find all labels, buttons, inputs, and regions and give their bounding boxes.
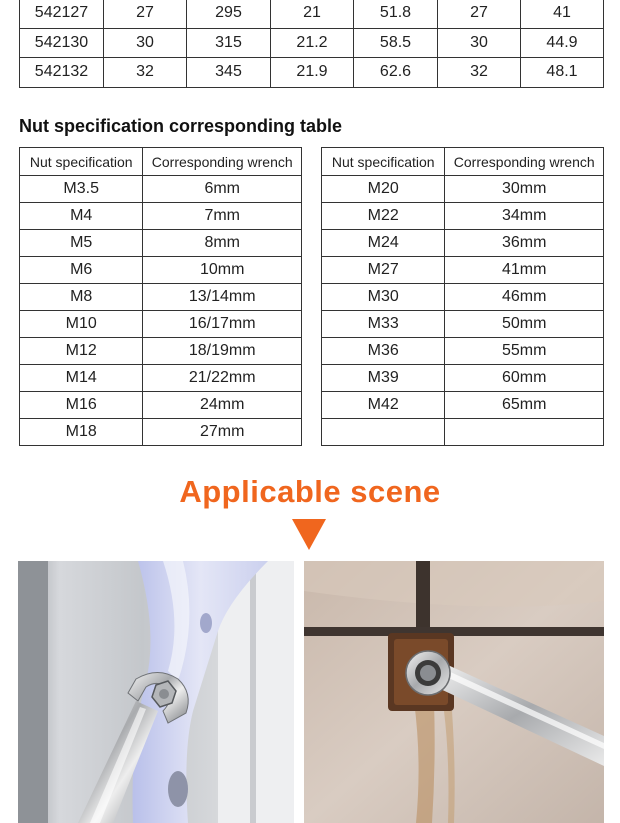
wrench-size-cell: 21/22mm xyxy=(143,365,302,392)
wrench-spec-table xyxy=(19,0,604,88)
table-cell: 27 xyxy=(438,0,521,28)
nut-size-cell: M14 xyxy=(20,365,143,392)
nut-size-cell: M27 xyxy=(322,257,445,284)
wrench-size-cell: 7mm xyxy=(143,203,302,230)
table-row xyxy=(20,0,604,28)
nut-size-cell: M18 xyxy=(20,419,143,446)
wrench-size-cell: 10mm xyxy=(143,257,302,284)
table-cell: 542127 xyxy=(20,0,104,28)
nut-table-title: Nut specification corresponding table xyxy=(19,116,343,136)
nut-size-cell: M6 xyxy=(20,257,143,284)
wrench-size-cell: 36mm xyxy=(445,230,604,257)
nut-size-cell: M30 xyxy=(322,284,445,311)
wrench-size-cell xyxy=(445,419,604,446)
table-row xyxy=(322,176,604,203)
table-row xyxy=(322,419,604,446)
table-row xyxy=(322,365,604,392)
wrench-on-bracket-photo xyxy=(18,561,294,823)
table-row xyxy=(20,230,302,257)
nut-size-cell xyxy=(322,419,445,446)
table-row xyxy=(322,392,604,419)
column-header: Nut specification xyxy=(20,148,143,176)
table-row xyxy=(322,230,604,257)
table-header-row xyxy=(322,148,604,176)
nut-size-cell: M20 xyxy=(322,176,445,203)
wrench-on-rusty-bolt-photo xyxy=(304,561,604,823)
table-row xyxy=(20,176,302,203)
nut-size-cell: M36 xyxy=(322,338,445,365)
nut-size-cell: M3.5 xyxy=(20,176,143,203)
down-triangle-icon xyxy=(292,519,326,550)
wrench-size-cell: 18/19mm xyxy=(143,338,302,365)
column-header: Corresponding wrench xyxy=(445,148,604,176)
nut-size-cell: M42 xyxy=(322,392,445,419)
table-row xyxy=(322,203,604,230)
table-row xyxy=(322,284,604,311)
nut-table-right xyxy=(321,147,604,446)
wrench-size-cell: 46mm xyxy=(445,284,604,311)
nut-table-left xyxy=(19,147,302,446)
nut-size-cell: M16 xyxy=(20,392,143,419)
wrench-size-cell: 65mm xyxy=(445,392,604,419)
nut-size-cell: M5 xyxy=(20,230,143,257)
table-cell: 27 xyxy=(104,0,187,28)
wrench-size-cell: 8mm xyxy=(143,230,302,257)
table-cell: 21.9 xyxy=(271,58,354,88)
table-row xyxy=(322,257,604,284)
nut-size-cell: M8 xyxy=(20,284,143,311)
applicable-scene-heading: Applicable scene xyxy=(179,474,441,509)
table-cell: 542132 xyxy=(20,58,104,88)
wrench-size-cell: 6mm xyxy=(143,176,302,203)
wrench-size-cell: 27mm xyxy=(143,419,302,446)
table-cell: 44.9 xyxy=(521,28,604,58)
table-cell: 41 xyxy=(521,0,604,28)
table-cell: 51.8 xyxy=(354,0,438,28)
table-cell: 315 xyxy=(187,28,271,58)
table-row xyxy=(20,419,302,446)
table-cell: 295 xyxy=(187,0,271,28)
table-cell: 30 xyxy=(438,28,521,58)
table-cell: 345 xyxy=(187,58,271,88)
wrench-size-cell: 50mm xyxy=(445,311,604,338)
table-cell: 542130 xyxy=(20,28,104,58)
table-row xyxy=(20,338,302,365)
nut-size-cell: M24 xyxy=(322,230,445,257)
table-cell: 32 xyxy=(438,58,521,88)
table-row xyxy=(322,338,604,365)
table-row xyxy=(20,28,604,58)
nut-size-cell: M12 xyxy=(20,338,143,365)
table-row xyxy=(20,203,302,230)
table-cell: 48.1 xyxy=(521,58,604,88)
nut-size-cell: M22 xyxy=(322,203,445,230)
wrench-size-cell: 30mm xyxy=(445,176,604,203)
wrench-size-cell: 13/14mm xyxy=(143,284,302,311)
nut-size-cell: M10 xyxy=(20,311,143,338)
table-header-row xyxy=(20,148,302,176)
table-cell: 30 xyxy=(104,28,187,58)
table-row xyxy=(20,311,302,338)
table-row xyxy=(322,311,604,338)
table-cell: 58.5 xyxy=(354,28,438,58)
wrench-size-cell: 34mm xyxy=(445,203,604,230)
table-cell: 21 xyxy=(271,0,354,28)
table-row xyxy=(20,58,604,88)
wrench-size-cell: 24mm xyxy=(143,392,302,419)
table-cell: 32 xyxy=(104,58,187,88)
column-header: Corresponding wrench xyxy=(143,148,302,176)
table-cell: 62.6 xyxy=(354,58,438,88)
nut-size-cell: M4 xyxy=(20,203,143,230)
wrench-size-cell: 60mm xyxy=(445,365,604,392)
column-header: Nut specification xyxy=(322,148,445,176)
nut-size-cell: M39 xyxy=(322,365,445,392)
table-row xyxy=(20,284,302,311)
nut-size-cell: M33 xyxy=(322,311,445,338)
table-row xyxy=(20,365,302,392)
wrench-size-cell: 55mm xyxy=(445,338,604,365)
wrench-size-cell: 16/17mm xyxy=(143,311,302,338)
table-row xyxy=(20,392,302,419)
table-row xyxy=(20,257,302,284)
table-cell: 21.2 xyxy=(271,28,354,58)
wrench-size-cell: 41mm xyxy=(445,257,604,284)
